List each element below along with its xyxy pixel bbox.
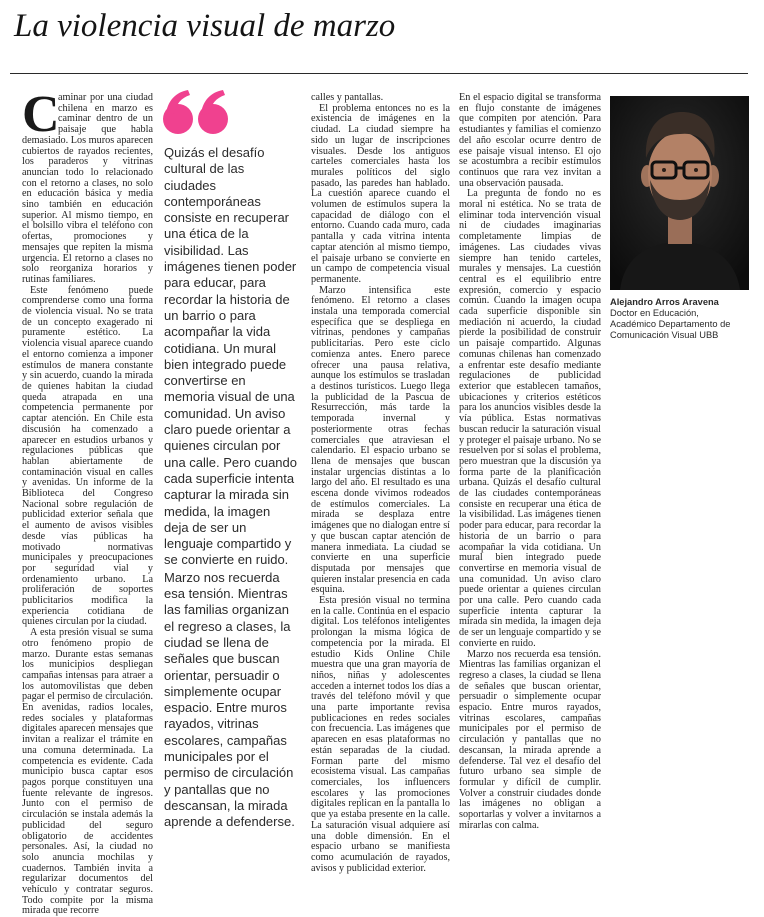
pull-quote <box>164 145 298 830</box>
paragraph: El problema entonces no es la existencia de imágenes en la ciudad. La ciudad siempre ha sido un lugar de inscripciones visuales. Desde los antiguos carteles comerciales hasta los murales políticos del siglo pasado, las paredes han hablado. La cuestión aparece cuando el volumen de estímulos supera la capacidad de diálogo con el entorno. Cuando cada muro, cada pantalla y cada vitrina intenta captar atención al mismo tiempo, el paisaje urbano se convierte en un campo de competencia visual permanente. <box>311 102 450 285</box>
author-title-line: Académico Departamento de <box>610 319 731 329</box>
author-photo <box>610 96 749 290</box>
pull-quote-text: Marzo nos recuerda esa tensión. Mientras las familias organizan el regreso a clases, la ciudad se llena de señales que buscan orientar, persuadir o simplemente ocupar espacio. Entre muros rayados, vitrinas escolares, campañas municipales por el permiso de circulación y pantallas que no descansan, la mirada aprende a defenderse. <box>164 569 295 830</box>
title-rule <box>10 73 748 74</box>
article-column-4 <box>459 92 601 831</box>
paragraph: Marzo intensifica este fenómeno. El retorno a clases instala una temporada comercial específica que se despliega en vitrinas, pendones y campañas publicitarias. Pero este ciclo comienza antes. Enero parece ofrecer una pausa relativa, aunque los estímulos se trasladan a destinos turísticos. Luego llega la publicidad de la Pascua de Resurrección, más tarde la temporada invernal y posteriormente otras fechas comerciales que atraviesan el calendario. El espacio urbano se llena de mensajes que buscan instalar urgencias distintas a lo largo del año. El resultado es una escena donde vivimos rodeados de estímulos comerciales. La mirada se desplaza entre imágenes que no dialogan entre sí y que buscan captar atención de manera inmediata. La ciudad se convierte en una superficie disputada por mensajes que quieren instalar presencia en cada esquina. <box>311 284 450 596</box>
author-name: Alejandro Arros Aravena <box>610 297 719 307</box>
paragraph: Marzo nos recuerda esa tensión. Mientras las familias organizan el regreso a clases, la ciudad se llena de señales que buscan orientar, persuadir o simplemente ocupar espacio. Entre muros rayados, vitrinas escolares, campañas municipales por el permiso de circulación y pantallas que no descansan, la mirada aprende a defenderse. Tal vez el desafío del futuro urbano sea simple de formular y difícil de cumplir. Volver a construir ciudades donde las imágenes no obligan a soportarlas y volver a invitarnos a mirarlas con calma. <box>459 648 601 831</box>
pull-quote-text: Quizás el desafío cultural de las ciudades contemporáneas consiste en recuperar una ética de la visibilidad. Las imágenes tienen poder para educar, para recordar la historia de un barrio o para acompañar la vida cotidiana. Un mural bien integrado puede convertirse en memoria visual de una comunidad. Un aviso claro puede orientar a quienes circulan por una calle. Pero cuando cada superficie intenta capturar la mirada sin medida, la imagen deja de ser un lenguaje compartido y se convierte en ruido. <box>164 145 297 568</box>
article-column-3 <box>311 92 450 874</box>
author-title-line: Comunicación Visual UBB <box>610 330 719 340</box>
article-column-1 <box>22 86 153 917</box>
paragraph: Esta presión visual no termina en la calle. Continúa en el espacio digital. Los teléfonos inteligentes prolongan la misma lógica de competencia por la mirada. El estudio Kids Online Chile muestra que una gran mayoría de niños, niñas y adolescentes acceden a internet todos los días a través del teléfono móvil y que una parte importante revisa publicaciones en redes sociales con frecuencia. Las imágenes que aparecen en esas plataformas no están separadas de la ciudad. Forman parte del mismo ecosistema visual. Las campañas comerciales, los influencers escolares y las promociones digitales replican en la pantalla lo que ya estaba presente en la calle. La saturación visual adquiere así una doble dimensión. En el espacio urbano se manifiesta como acumulación de rayados, avisos y publicidad exterior. <box>311 595 450 874</box>
author-title-line: Doctor en Educación, <box>610 308 699 318</box>
author-caption <box>610 297 760 341</box>
paragraph: Este fenómeno puede comprenderse como una forma de violencia visual. No se trata de un concepto exagerado ni puramente estético. La violencia visual aparece cuando el entorno comienza a imponer estímulos de manera constante y sin acuerdo, cuando la mirada de quienes habitan la ciudad queda atrapada en una competencia permanente por captar atención. En Chile esta discusión ha comenzado a aparecer en estudios urbanos y regulaciones públicas que hablan abiertamente de contaminación visual en calles y avenidas. Un informe de la Biblioteca del Congreso Nacional sobre regulación de publicidad exterior señala que el aumento de avisos visibles desde vías públicas ha motivado normativas municipales y preocupaciones por seguridad vial y ordenamiento urbano. La proliferación de soportes publicitarios modifica la experiencia cotidiana de quienes circulan por la ciudad. <box>22 284 153 628</box>
paragraph: En el espacio digital se transforma en flujo constante de imágenes que compiten por atención. Para estudiantes y familias el comienzo del año escolar ocurre dentro de ese paisaje visual intenso. El ojo se acostumbra a recibir estímulos continuos que rara vez invitan a una observación pausada. <box>459 92 601 189</box>
drop-cap: C <box>22 86 60 143</box>
lead-paragraph <box>22 86 153 286</box>
paragraph: La pregunta de fondo no es moral ni estética. No se trata de eliminar toda intervención visual ni de ciudades imaginarias completamente limpias de imágenes. Las ciudades vivas siempre han tenido carteles, murales y mensajes. La cuestión central es el equilibrio entre expresión, comercio y espacio común. Cuando la imagen ocupa cada superficie disponible sin mediación ni acuerdo, la ciudad pierde la posibilidad de construir un paisaje compartido. Algunas comunas chilenas han comenzado a enfrentar este desafío mediante regulaciones de publicidad exterior que establecen tamaños, ubicaciones y criterios estéticos para los anuncios visibles desde la vía pública. Estas normativas buscan reducir la saturación visual y proteger el paisaje urbano. No se resuelven por sí solas el problema, pero muestran que la discusión ya forma parte de la planificación urbana. Quizás el desafío cultural de las ciudades contemporáneas consiste en recuperar una ética de la visibilidad. Las imágenes tienen poder para educar, para recordar la historia de un barrio o para acompañar la vida cotidiana. Un mural bien integrado puede convertirse en memoria visual de una comunidad. Un aviso claro puede orientar a quienes circulan por una calle. Pero cuando cada superficie intenta capturar la mirada sin medida, la imagen deja de ser un lenguaje compartido y se convierte en ruido. <box>459 188 601 649</box>
article-title: La violencia visual de marzo <box>14 8 396 44</box>
lead-text: aminar por una ciudad chilena en marzo es caminar dentro de un paisaje que habla demasiado. Los muros aparecen cubiertos de rayados recientes, los paraderos y vitrinas anuncian todo lo relacionado con el retorno a clases, no solo en educación básica y media sino también en educación superior. Al mismo tiempo, en el bolsillo vibra el teléfono con ofertas, promociones y mensajes que repiten la misma urgencia. El retorno a clases no solo reorganiza horarios y rutinas familiares. <box>22 92 153 285</box>
quote-mark-icon <box>162 89 232 135</box>
paragraph: calles y pantallas. <box>311 92 384 103</box>
paragraph: A esta presión visual se suma otro fenómeno propio de marzo. Durante estas semanas los municipios despliegan campañas intensas para atraer a los automovilistas que deben pagar el permiso de circulación. En avenidas, radios locales, redes sociales y plataformas digitales aparecen mensajes que invitan a realizar el trámite en una comuna determinada. La competencia es evidente. Cada municipio busca captar esos pagos porque constituyen una fuente relevante de ingresos. Junto con el permiso de circulación se instala además la publicidad del seguro obligatorio de accidentes personales. Así, la ciudad no solo anuncia mochilas y cuadernos. También invita a regularizar documentos del vehículo y contratar seguros. Todo compite por la misma mirada que recorre <box>22 627 153 917</box>
